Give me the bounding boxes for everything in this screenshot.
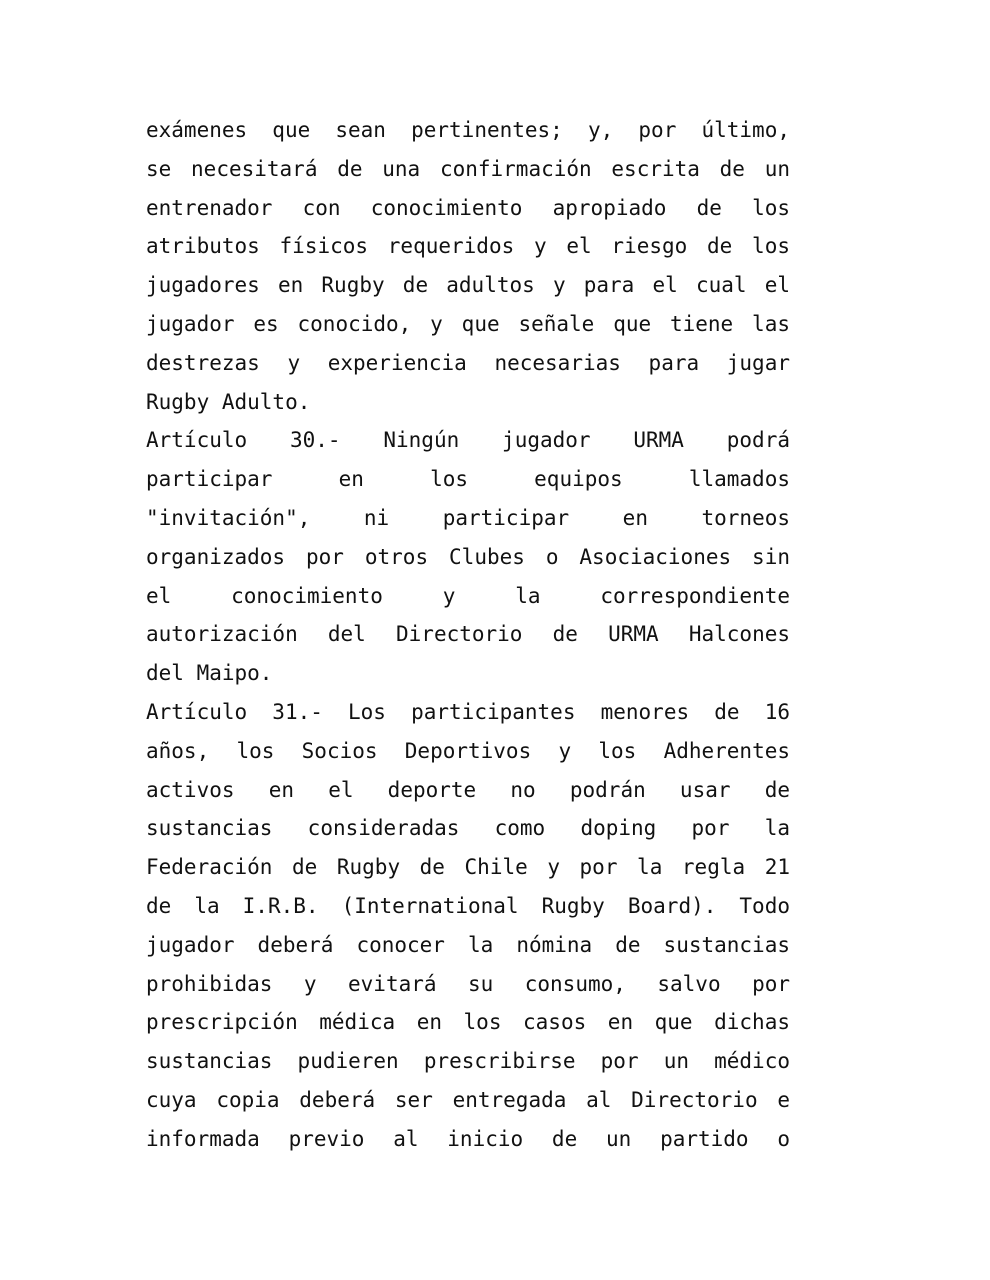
text-line: autorización del Directorio de URMA Halcones — [146, 622, 790, 647]
text-line: Rugby Adulto. — [146, 389, 311, 414]
text-line: "invitación", ni participar en torneos — [146, 505, 790, 530]
text-line: activos en el deporte no podrán usar de — [146, 777, 790, 802]
text-line: prohibidas y evitará su consumo, salvo por — [146, 971, 790, 996]
text-line: informada previo al inicio de un partido o — [146, 1126, 790, 1151]
text-line: organizados por otros Clubes o Asociaciones sin — [146, 544, 790, 569]
text-line: cuya copia deberá ser entregada al Directorio e — [146, 1087, 790, 1112]
text-line: del Maipo. — [146, 661, 273, 686]
text-line: el conocimiento y la correspondiente — [146, 583, 790, 608]
article-31-heading-line: Artículo 31.- Los participantes menores de 16 — [146, 699, 790, 724]
text-line: entrenador con conocimiento apropiado de los — [146, 195, 790, 220]
text-line: jugador deberá conocer la nómina de sustancias — [146, 932, 790, 957]
text-line: jugador es conocido, y que señale que tiene las — [146, 311, 790, 336]
text-line: de la I.R.B. (International Rugby Board). Todo — [146, 893, 790, 918]
text-line: prescripción médica en los casos en que dichas — [146, 1010, 790, 1035]
article-30-heading-line: Artículo 30.- Ningún jugador URMA podrá — [146, 428, 790, 453]
document-body — [146, 111, 790, 1159]
text-line: sustancias pudieren prescribirse por un médico — [146, 1049, 790, 1074]
text-line: Federación de Rugby de Chile y por la regla 21 — [146, 855, 790, 880]
text-line: destrezas y experiencia necesarias para jugar — [146, 350, 790, 375]
text-line: exámenes que sean pertinentes; y, por último, — [146, 118, 790, 142]
text-line: sustancias consideradas como doping por la — [146, 816, 790, 841]
text-line: años, los Socios Deportivos y los Adherentes — [146, 738, 790, 763]
text-line: participar en los equipos llamados — [146, 467, 790, 492]
text-line: jugadores en Rugby de adultos y para el cual el — [146, 273, 790, 298]
text-line: atributos físicos requeridos y el riesgo de los — [146, 234, 790, 259]
text-line: se necesitará de una confirmación escrita de un — [146, 156, 790, 181]
